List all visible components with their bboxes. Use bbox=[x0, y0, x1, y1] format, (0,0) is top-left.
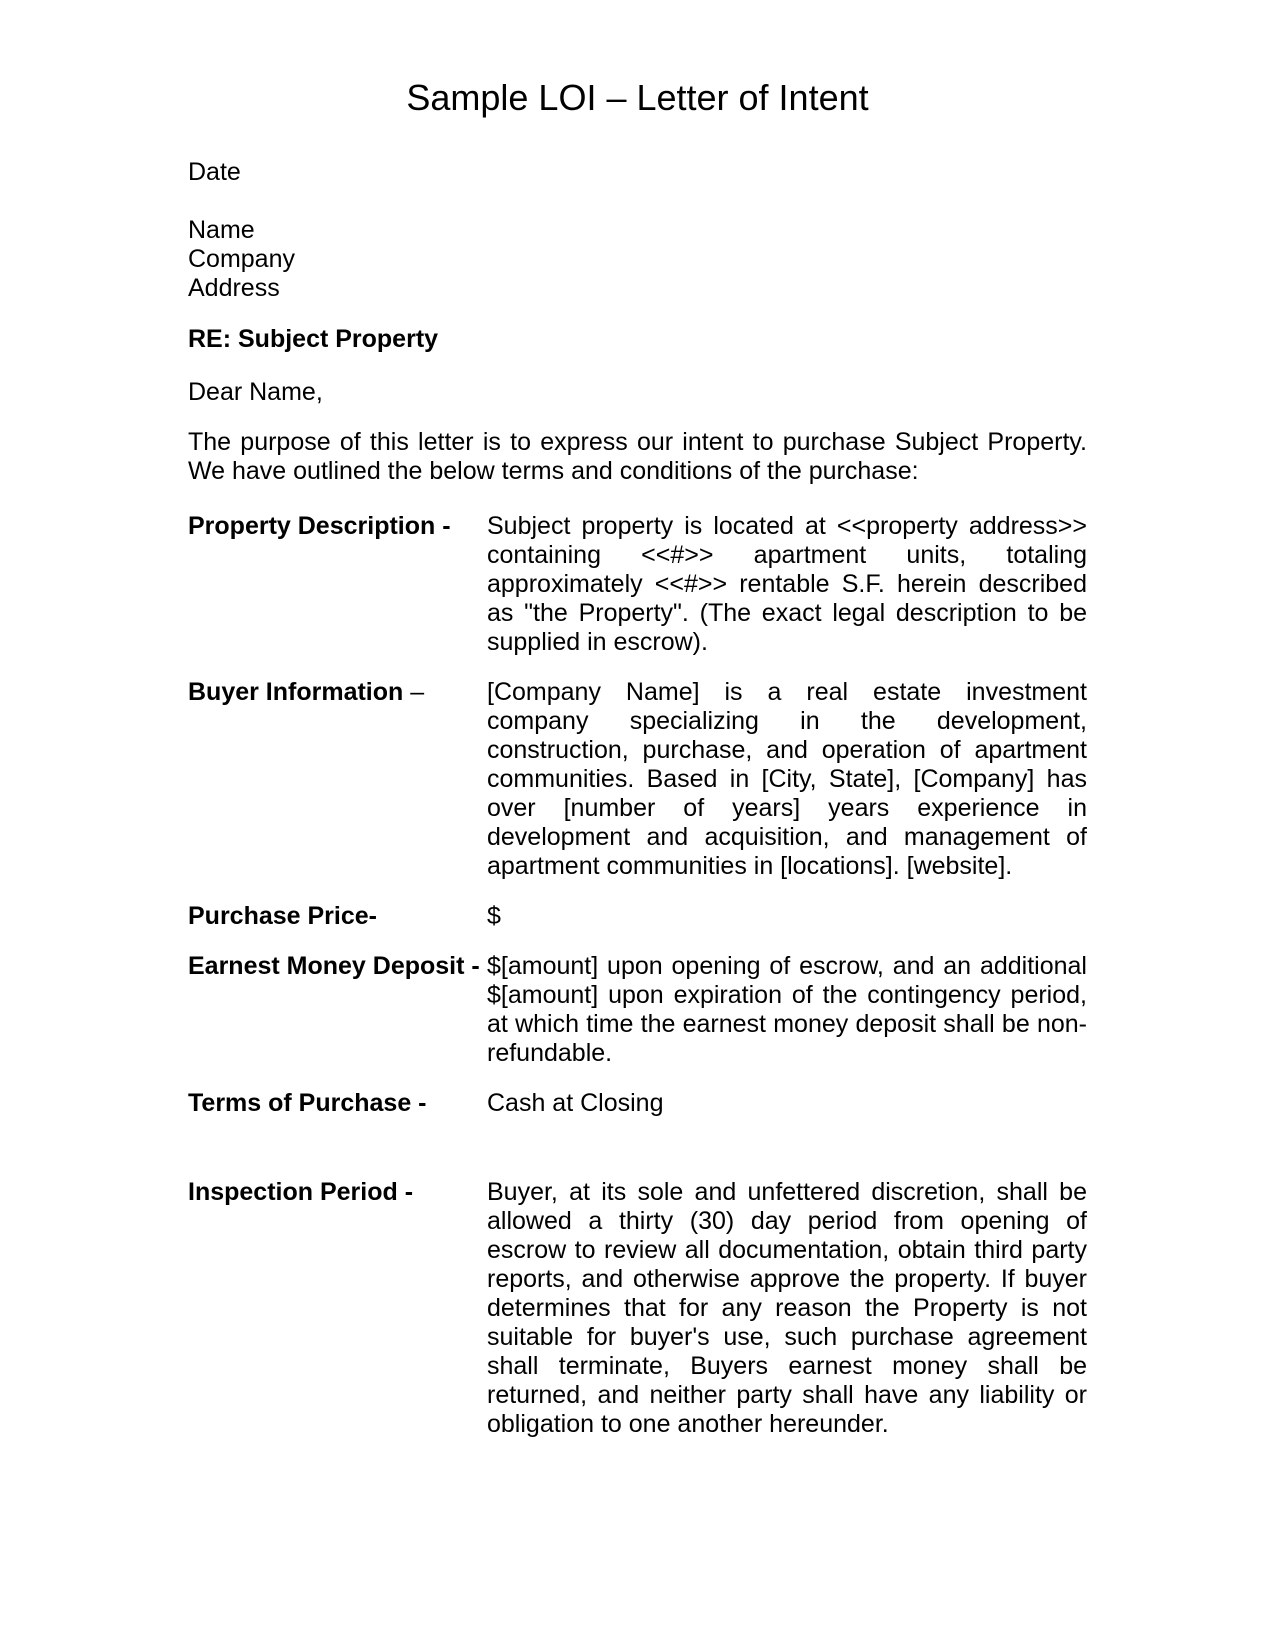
page-title: Sample LOI – Letter of Intent bbox=[406, 77, 869, 118]
term-body: Subject property is located at <<property address>> containing <<#>> apartment units, totaling approximately <<#>> rentable S.F. herein described as "the Property". (The exact legal description to be supplied in escrow). bbox=[487, 512, 1087, 656]
term-label: Purchase Price- bbox=[188, 902, 377, 930]
term-body: [Company Name] is a real estate investment company specializing in the development, construction, purchase, and operation of apartment communities. Based in [City, State], [Company] has over [number of years] years experience in development and acquisition, and management of apartment communities in [locations]. [website]. bbox=[487, 678, 1087, 880]
term-body: Buyer, at its sole and unfettered discretion, shall be allowed a thirty (30) day period from opening of escrow to review all documentation, obtain third party reports, and otherwise approve the property. If buyer determines that for any reason the Property is not suitable for buyer's use, such purchase agreement shall terminate, Buyers earnest money shall be returned, and neither party shall have any liability or obligation to one another hereunder. bbox=[487, 1178, 1087, 1438]
term-row-buyer-information bbox=[188, 678, 1087, 881]
term-body: $ bbox=[487, 902, 501, 930]
recipient-block bbox=[188, 216, 1087, 303]
term-body: $[amount] upon opening of escrow, and an additional $[amount] upon expiration of the contingency period, at which time the earnest money deposit shall be non-refundable. bbox=[487, 952, 1087, 1067]
term-label: Terms of Purchase - bbox=[188, 1089, 427, 1117]
term-row-inspection-period bbox=[188, 1178, 1087, 1439]
term-label: Earnest Money Deposit - bbox=[188, 952, 480, 980]
term-row-purchase-price bbox=[188, 902, 1087, 931]
term-row-terms-of-purchase bbox=[188, 1089, 1087, 1118]
term-row-earnest-money-deposit bbox=[188, 952, 1087, 1068]
salutation: Dear Name, bbox=[188, 378, 323, 406]
term-label: Buyer Information – bbox=[188, 678, 425, 706]
recipient-address: Address bbox=[188, 274, 280, 302]
date-placeholder: Date bbox=[188, 158, 241, 186]
re-subject-line: RE: Subject Property bbox=[188, 325, 439, 353]
term-label: Property Description - bbox=[188, 512, 451, 540]
term-label: Inspection Period - bbox=[188, 1178, 414, 1206]
intro-paragraph: The purpose of this letter is to express our intent to purchase Subject Property. We have outlined the below terms and conditions of the purchase: bbox=[188, 428, 1087, 485]
recipient-company: Company bbox=[188, 245, 295, 273]
term-row-property-description bbox=[188, 512, 1087, 657]
terms-list bbox=[188, 512, 1087, 1439]
term-body: Cash at Closing bbox=[487, 1089, 664, 1117]
recipient-name: Name bbox=[188, 216, 255, 244]
